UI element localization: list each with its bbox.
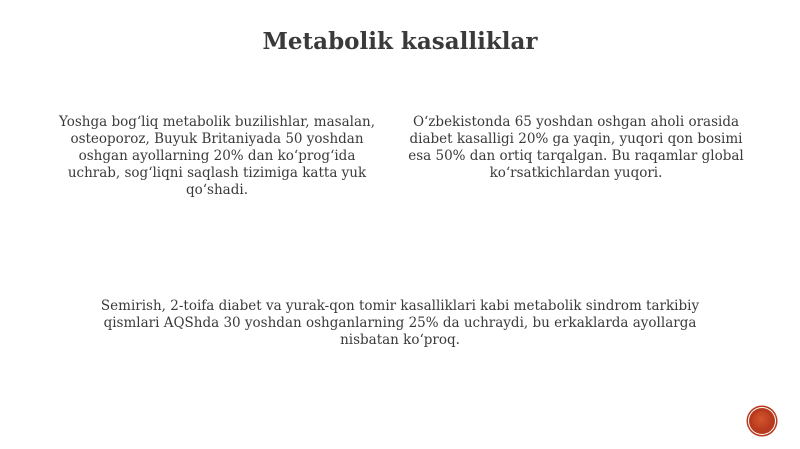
paragraph-bottom: Semirish, 2-toifa diabet va yurak-qon tomir kasalliklari kabi metabolik sindrom tarkibiy qismlari AQShda 30 yoshdan oshganlarning 25% da uchraydi, bu erkaklarda ayollarga nisbatan ko‘proq. bbox=[100, 298, 700, 348]
paragraph-right: O‘zbekistonda 65 yoshdan oshgan aholi orasida diabet kasalligi 20% ga yaqin, yuqori qon bosimi esa 50% dan ortiq tarqalgan. Bu raqamlar global ko‘rsatkichlardan yuqori. bbox=[408, 114, 744, 181]
paragraph-left: Yoshga bog‘liq metabolik buzilishlar, masalan, osteoporoz, Buyuk Britaniyada 50 yoshdan oshgan ayollarning 20% dan ko‘prog‘ida uchrab, sog‘liqni saqlash tizimiga katta yuk qo‘shadi. bbox=[58, 114, 375, 198]
slide-nav-button[interactable] bbox=[749, 408, 775, 434]
slide-title: Metabolik kasalliklar bbox=[262, 28, 538, 55]
circle-button-icon bbox=[752, 411, 772, 431]
